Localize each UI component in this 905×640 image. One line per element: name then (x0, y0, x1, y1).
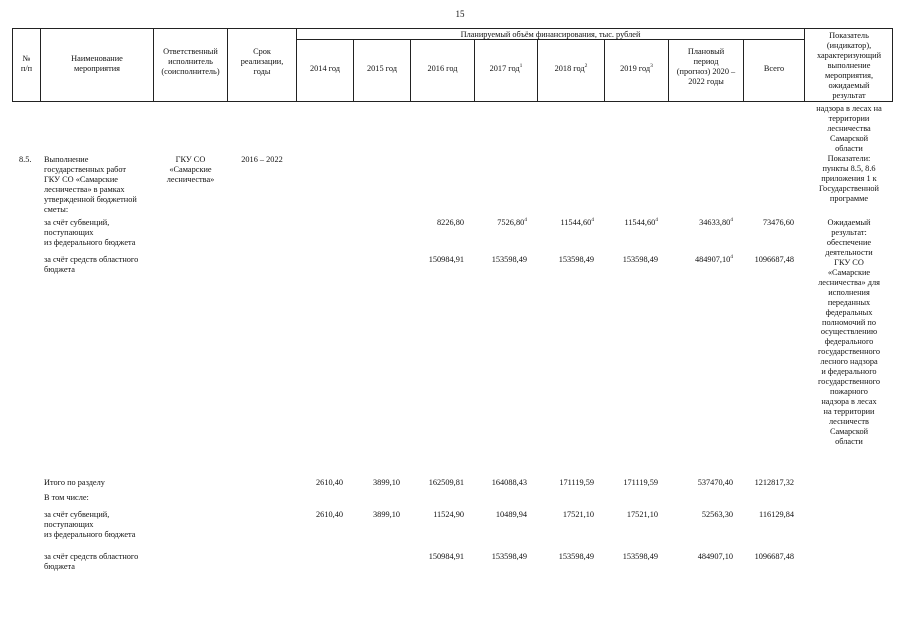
total-regional-value: 153598,49 (558, 552, 594, 561)
total-value: 3899,10 (373, 478, 400, 487)
header-year-1: 2015 год (367, 64, 397, 73)
total-subsidy-value: 52563,30 (701, 510, 733, 519)
total-regional-value: 150984,91 (428, 552, 464, 561)
total-subsidy-label: за счёт субвенций, поступающих из федерального бюджета (44, 510, 136, 539)
header-year-2: 2016 год (427, 64, 458, 73)
total-label: Итого по разделу (44, 478, 105, 487)
total-subsidy-value: 10489,94 (495, 510, 527, 519)
item-name: Выполнение государственных работ ГКУ СО «Самарские лесничества» в рамках утвержденной бюджетной сметы: (44, 155, 137, 214)
header-executor: Ответственный исполнитель (соисполнитель) (161, 47, 220, 76)
item-subsidy-value: 11544,60$^4$ (624, 217, 658, 227)
header-indicator: Показатель (индикатор), характеризующий выполнение мероприятия, ожидаемый результат (816, 31, 882, 100)
item-subsidy-value: 73476,60 (762, 218, 794, 227)
item-regional-value: 153598,49 (491, 255, 527, 264)
total-subsidy-value: 2610,40 (316, 510, 343, 519)
total-incl-label: В том числе: (44, 493, 89, 502)
header-year-7: Всего (763, 64, 785, 73)
total-value: 164088,43 (491, 478, 527, 487)
header-year-6: Плановый период (прогноз) 2020 – 2022 годы (676, 47, 736, 86)
total-value: 171119,59 (559, 478, 594, 487)
item-subsidy-value: 11544,60$^4$ (560, 217, 594, 227)
total-regional-value: 153598,49 (622, 552, 658, 561)
total-value: 171119,59 (623, 478, 658, 487)
page-number: 15 (455, 9, 465, 19)
item-executor: ГКУ СО «Самарские лесничества» (166, 155, 215, 184)
total-value: 1212817,32 (754, 478, 794, 487)
item-regional-value: 153598,49 (622, 255, 658, 264)
indicator-top-text: надзора в лесах на территории лесничества Самарской области Показатели: пункты 8.5, 8.6 приложения 1 к Государственной программе (816, 104, 882, 203)
header-year-3: 2017 год$^1$ (489, 63, 523, 73)
total-regional-value: 153598,49 (491, 552, 527, 561)
total-subsidy-value: 3899,10 (373, 510, 400, 519)
total-value: 162509,81 (428, 478, 464, 487)
total-regional-label: за счёт средств областного бюджета (44, 552, 139, 571)
total-subsidy-value: 116129,84 (759, 510, 794, 519)
total-subsidy-value: 11524,90 (433, 510, 464, 519)
item-regional-value: 150984,91 (428, 255, 464, 264)
header-num: № п/п (20, 54, 33, 73)
item-regional-value: 1096687,48 (754, 255, 794, 264)
item-subsidy-value: 34633,80$^4$ (699, 217, 733, 227)
header-year-4: 2018 год$^2$ (554, 63, 588, 73)
item-period: 2016 – 2022 (241, 155, 283, 164)
total-subsidy-value: 17521,10 (562, 510, 594, 519)
header-period: Срок реализации, годы (240, 47, 284, 76)
item-number: 8.5. (19, 155, 32, 164)
header-year-0: 2014 год (310, 64, 340, 73)
total-regional-value: 484907,10 (697, 552, 733, 561)
item-regional-value: 484907,10$^4$ (694, 254, 733, 264)
header-funding-title: Планируемый объём финансирования, тыс. рублей (460, 30, 641, 39)
item-regional-label: за счёт средств областного бюджета (44, 255, 139, 274)
item-subsidy-value: 8226,80 (437, 218, 464, 227)
header-year-5: 2019 год$^3$ (620, 63, 653, 73)
total-subsidy-value: 17521,10 (626, 510, 658, 519)
header-name: Наименование мероприятия (71, 54, 123, 73)
item-subsidy-label: за счёт субвенций, поступающих из федерального бюджета (44, 218, 136, 247)
item-result-text: Ожидаемый результат: обеспечение деятельности ГКУ СО «Самарские лесничества» для исполнения переданных федеральных полномочий по осуществлению федерального государственного лесного надзора и федерального государственного пожарного надзора в лесах на территории лесничеств Самарской области (817, 218, 881, 446)
item-regional-value: 153598,49 (558, 255, 594, 264)
total-value: 537470,40 (697, 478, 733, 487)
total-value: 2610,40 (316, 478, 343, 487)
item-subsidy-value: 7526,80$^4$ (497, 217, 527, 227)
total-regional-value: 1096687,48 (754, 552, 794, 561)
